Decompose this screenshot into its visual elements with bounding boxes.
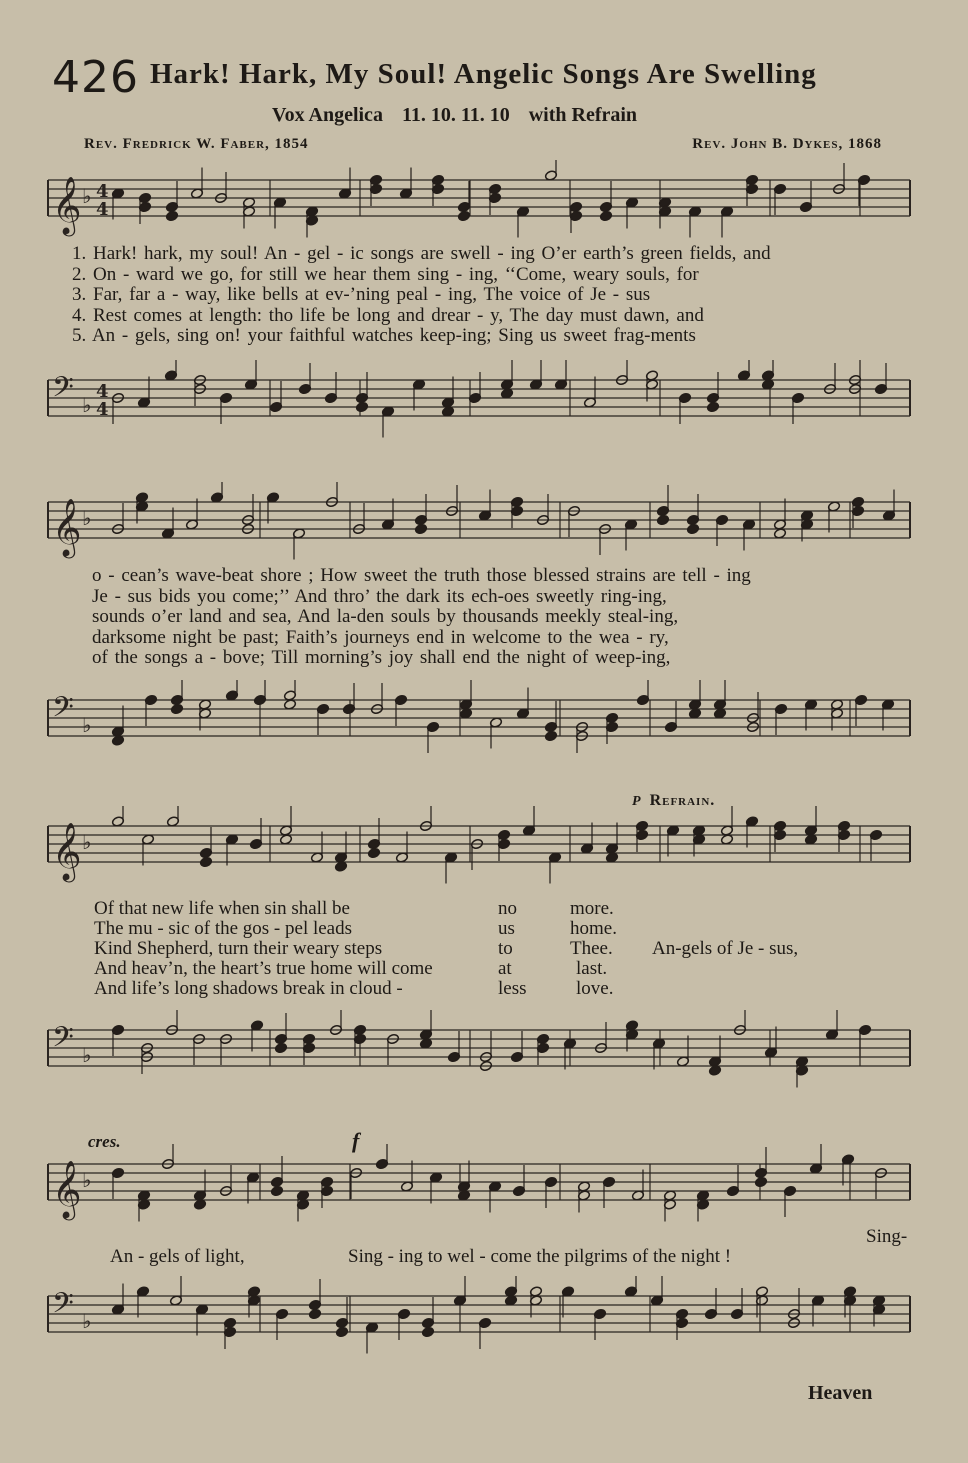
treble-staff-system-2 xyxy=(0,482,968,572)
lyric-word: more. xyxy=(570,898,614,919)
lyric-phrase: Kind Shepherd, turn their weary steps xyxy=(94,938,383,959)
meter: 11. 10. 11. 10 xyxy=(401,104,510,126)
lyric-line: o - cean’s wave-beat shore ; How sweet the truth those blessed strains are tell - ing xyxy=(92,565,751,586)
tune-name: Vox Angelica xyxy=(272,104,383,126)
stanza-lyrics-section-1 xyxy=(72,244,912,347)
lyric-word: us xyxy=(498,918,515,939)
lyric-line: darksome night be past; Faith’s journeys end in welcome to the wea - ry, xyxy=(92,626,669,648)
dynamic-piano: p xyxy=(632,788,642,810)
lyric-phrase: And life’s long shadows break in cloud - xyxy=(94,978,403,999)
lyric-line: 5. An - gels, sing on! your faithful watches keep-ing; Sing us sweet frag-ments xyxy=(72,325,696,346)
svg-text:𝄞: 𝄞 xyxy=(52,498,82,556)
lyric-word: home. xyxy=(570,918,617,939)
svg-text:♭: ♭ xyxy=(82,713,92,737)
lyric-line: of the songs a - bove; Till morning’s joy shall end the night of weep-ing, xyxy=(92,647,671,668)
topic-tag: Heaven xyxy=(808,1382,873,1404)
bass-staff-system-3 xyxy=(0,1010,968,1100)
stanza-lyrics-section-2 xyxy=(92,566,932,669)
refrain-lyric: An - gels of light, xyxy=(110,1246,245,1267)
svg-text:𝄞: 𝄞 xyxy=(52,1160,82,1218)
lyric-phrase: Of that new life when sin shall be xyxy=(94,898,350,919)
hymn-title: Hark! Hark, My Soul! Angelic Songs Are Swelling xyxy=(150,58,817,90)
refrain-heading: Refrain. xyxy=(649,792,716,809)
lyric-word: to xyxy=(498,938,513,959)
lyric-line: 1. Hark! hark, my soul! An - gel - ic songs are swell - ing O’er earth’s green fields, and xyxy=(72,243,771,264)
treble-staff-system-3 xyxy=(0,806,968,896)
svg-text:𝄢: 𝄢 xyxy=(52,691,74,731)
refrain-lyric: Sing - ing to wel - come the pilgrims of the night ! xyxy=(348,1246,732,1267)
svg-text:𝄞: 𝄞 xyxy=(52,822,82,880)
svg-text:♭: ♭ xyxy=(82,393,92,417)
svg-text:♭: ♭ xyxy=(82,506,92,530)
lyric-word: Thee. xyxy=(570,938,613,959)
svg-text:♭: ♭ xyxy=(82,830,92,854)
treble-staff-system-1 xyxy=(0,160,968,250)
forte-mark: f xyxy=(352,1128,360,1153)
meter-suffix: with Refrain xyxy=(528,104,638,126)
svg-text:4: 4 xyxy=(96,199,109,220)
svg-text:♭: ♭ xyxy=(82,184,92,208)
music-credit: Rev. John B. Dykes, 1868 xyxy=(692,136,882,152)
treble-staff-system-4 xyxy=(0,1144,968,1234)
svg-text:4: 4 xyxy=(96,399,109,420)
lyric-line: 3. Far, far a - way, like bells at ev-’ning peal - ing, The voice of Je - sus xyxy=(72,284,651,305)
lyric-phrase: The mu - sic of the gos - pel leads xyxy=(94,918,353,939)
bass-staff-system-4 xyxy=(0,1276,968,1366)
words-credit: Rev. Fredrick W. Faber, 1854 xyxy=(84,136,309,152)
svg-text:4: 4 xyxy=(96,181,109,202)
tune-line xyxy=(272,104,651,127)
svg-text:♭: ♭ xyxy=(82,1309,92,1333)
lyric-word: last. xyxy=(576,958,608,979)
svg-text:𝄢: 𝄢 xyxy=(52,371,74,411)
refrain-lyric: An-gels of Je - sus, xyxy=(652,938,799,959)
svg-text:𝄞: 𝄞 xyxy=(52,176,82,234)
bass-staff-system-2 xyxy=(0,680,968,770)
lyric-word: at xyxy=(498,958,512,979)
lyric-phrase: And heav’n, the heart’s true home will come xyxy=(94,958,433,979)
svg-text:𝄢: 𝄢 xyxy=(52,1287,74,1327)
lyric-word: no xyxy=(498,898,517,919)
hymn-number: 426 xyxy=(52,52,139,103)
refrain-lyric-tail: Sing- xyxy=(866,1226,908,1247)
lyric-word: love. xyxy=(576,978,614,999)
bass-staff-system-1 xyxy=(0,360,968,450)
lyric-line: sounds o’er land and sea, And la-den souls by thousands meekly steal-ing, xyxy=(92,606,679,627)
lyric-line: Je - sus bids you come;’’ And thro’ the dark its ech-oes sweetly ring-ing, xyxy=(92,585,667,607)
lyric-line: 2. On - ward we go, for still we hear them sing - ing, ‘‘Come, weary souls, for xyxy=(72,263,699,285)
svg-text:♭: ♭ xyxy=(82,1168,92,1192)
crescendo-mark: cres. xyxy=(88,1132,121,1151)
svg-text:♭: ♭ xyxy=(82,1043,92,1067)
svg-text:4: 4 xyxy=(96,381,109,402)
lyric-word: less xyxy=(498,978,527,999)
svg-text:𝄢: 𝄢 xyxy=(52,1021,74,1061)
lyric-line: 4. Rest comes at length: tho life be long and drear - y, The day must dawn, and xyxy=(72,304,704,326)
